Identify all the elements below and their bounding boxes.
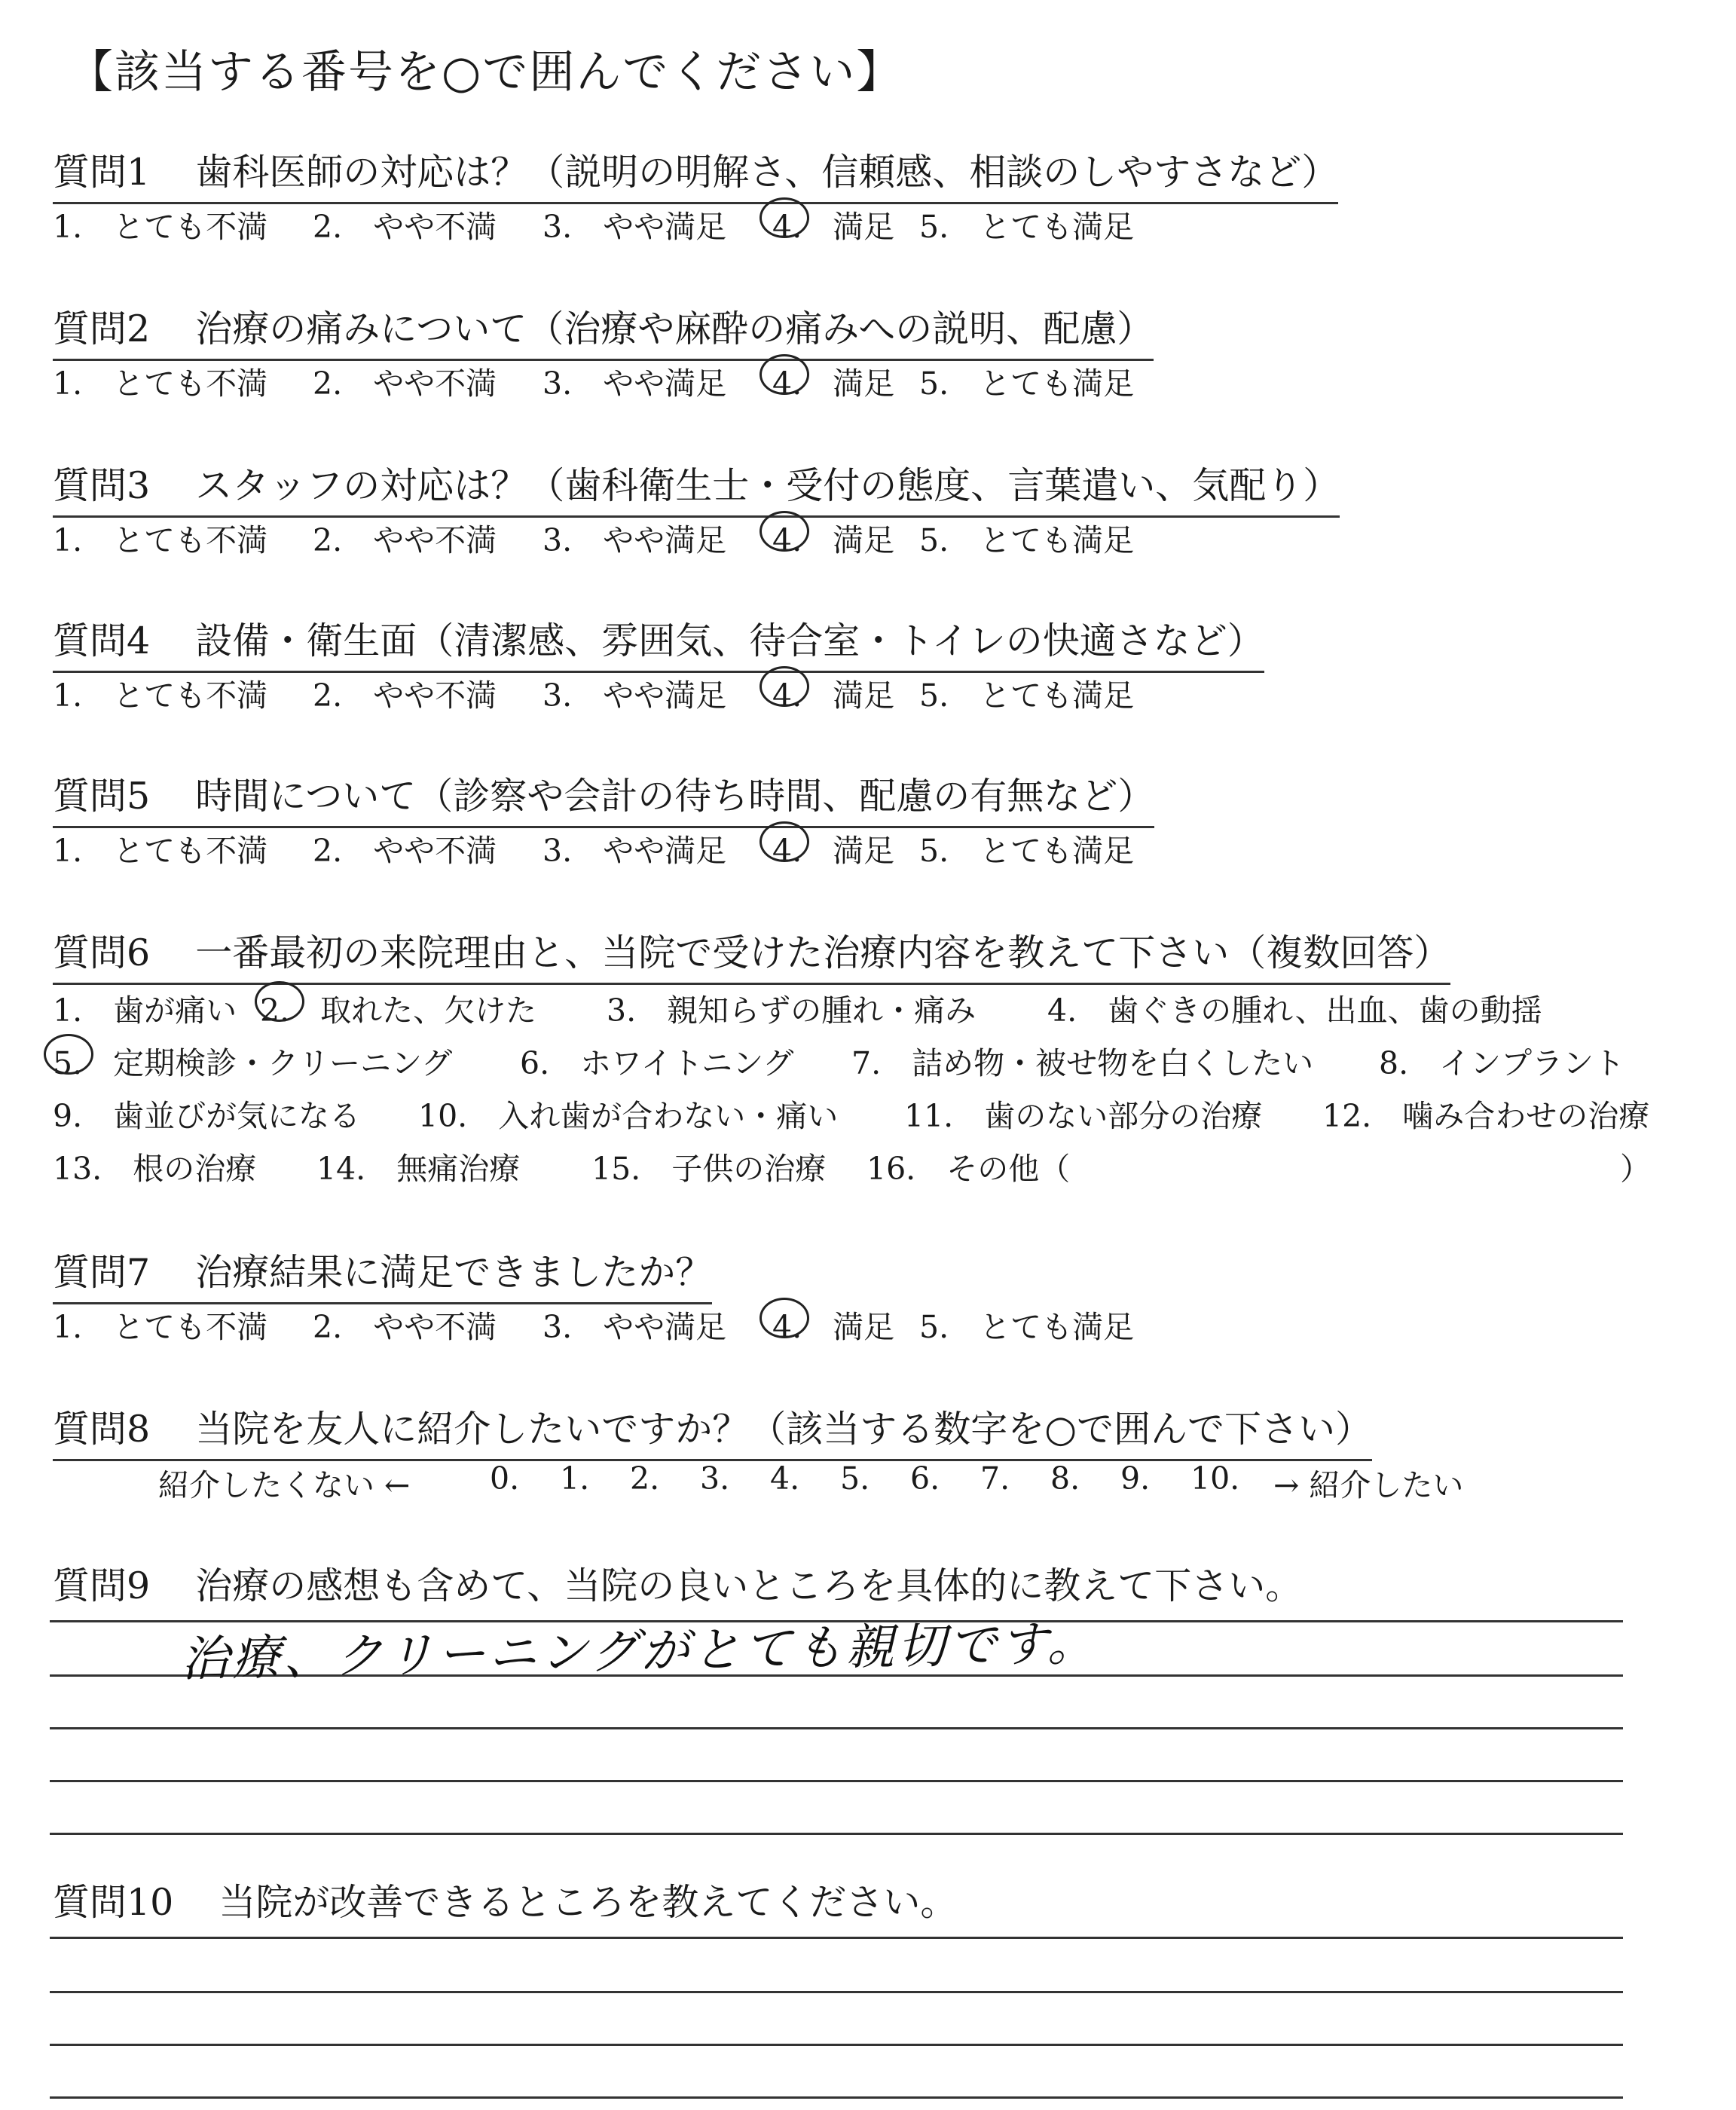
- option-1[interactable]: 1. 歯が痛い: [53, 992, 237, 1029]
- question-9-label: 質問9: [53, 1564, 151, 1607]
- question-5-text: 時間について（診察や会計の待ち時間、配慮の有無など）: [195, 775, 1155, 818]
- question-4-options: [53, 671, 1183, 714]
- question-6-text: 一番最初の来院理由と、当院で受けた治療内容を教えて下さい（複数回答）: [195, 931, 1451, 974]
- selection-circle: [760, 666, 809, 707]
- question-5-options: [53, 826, 1183, 869]
- question-1-options: [53, 202, 1183, 245]
- question-7-options: [53, 1302, 1183, 1345]
- option-5[interactable]: 5. 定期検診・クリーニング: [53, 1045, 453, 1081]
- question-7-heading: [53, 1243, 712, 1304]
- question-3-heading: [53, 457, 1340, 518]
- option-4[interactable]: 4. 歯ぐきの腫れ、出血、歯の動揺: [1047, 992, 1542, 1029]
- question-6-row-4: [53, 1144, 1651, 1187]
- option-12[interactable]: 12. 噛み合わせの治療: [1322, 1098, 1650, 1134]
- scale-8[interactable]: 8.: [1050, 1460, 1080, 1497]
- question-5-heading: [53, 767, 1154, 828]
- option-10[interactable]: 10. 入れ歯が合わない・痛い: [418, 1098, 839, 1134]
- option-13[interactable]: 13. 根の治療: [53, 1151, 257, 1187]
- option-2[interactable]: 2. やや不満: [313, 833, 497, 869]
- scale-4[interactable]: 4.: [770, 1460, 800, 1497]
- option-4[interactable]: 4. 満足: [772, 833, 895, 869]
- option-4[interactable]: 4. 満足: [772, 677, 895, 714]
- option-3[interactable]: 3. やや満足: [542, 209, 727, 245]
- question-1-text: 歯科医師の対応は？（説明の明解さ、信頼感、相談のしやすさなど）: [195, 151, 1339, 194]
- question-7-text: 治療結果に満足できましたか？: [195, 1251, 713, 1294]
- question-9-heading: [53, 1557, 1302, 1616]
- selection-circle: [255, 981, 304, 1022]
- scale-3[interactable]: 3.: [700, 1460, 730, 1497]
- option-2[interactable]: 2. やや不満: [313, 677, 497, 714]
- option-1[interactable]: 1. とても不満: [53, 1309, 268, 1345]
- question-2-label: 質問2: [53, 307, 151, 350]
- answer-line: [50, 2096, 1623, 2099]
- selection-circle: [760, 354, 809, 395]
- question-8-heading: [53, 1400, 1372, 1461]
- selection-circle: [760, 1298, 809, 1338]
- option-4[interactable]: 4. 満足: [772, 522, 895, 558]
- option-3[interactable]: 3. 親知らずの腫れ・痛み: [607, 992, 976, 1029]
- question-9-text: 治療の感想も含めて、当院の良いところを具体的に教えて下さい。: [195, 1564, 1303, 1607]
- question-6-heading: [53, 924, 1450, 985]
- question-2-options: [53, 359, 1183, 402]
- question-3-text: スタッフの対応は？（歯科衛生士・受付の態度、言葉遣い、気配り）: [195, 464, 1340, 507]
- question-6-label: 質問6: [53, 931, 151, 974]
- question-8-scale: [158, 1460, 1514, 1503]
- option-2[interactable]: 2. やや不満: [313, 522, 497, 558]
- scale-7[interactable]: 7.: [980, 1460, 1010, 1497]
- option-3[interactable]: 3. やや満足: [542, 365, 727, 402]
- scale-left-label: 紹介したくない ←: [158, 1467, 411, 1503]
- option-2[interactable]: 2. やや不満: [313, 209, 497, 245]
- option-4[interactable]: 4. 満足: [772, 1309, 895, 1345]
- handwritten-answer[interactable]: 治療、クリーニングがとても親切です。: [180, 1616, 1099, 1688]
- question-10-label: 質問10: [53, 1881, 174, 1924]
- answer-line: [50, 1991, 1623, 1993]
- form-title: 【該当する番号を○で囲んでください】: [68, 46, 903, 99]
- answer-line: [50, 2044, 1623, 2046]
- question-6-row-2: [53, 1038, 1650, 1081]
- option-5[interactable]: 5. とても満足: [919, 833, 1135, 869]
- option-2[interactable]: 2. やや不満: [313, 365, 497, 402]
- question-8-text: 当院を友人に紹介したいですか？（該当する数字を○で囲んで下さい）: [195, 1408, 1372, 1451]
- scale-1[interactable]: 1.: [560, 1460, 590, 1497]
- option-1[interactable]: 1. とても不満: [53, 677, 268, 714]
- option-5[interactable]: 5. とても満足: [919, 522, 1135, 558]
- option-16[interactable]: 16. その他（: [866, 1151, 1071, 1187]
- scale-2[interactable]: 2.: [630, 1460, 660, 1497]
- question-4-text: 設備・衛生面（清潔感、雰囲気、待合室・トイレの快適さなど）: [195, 619, 1264, 662]
- scale-5[interactable]: 5.: [840, 1460, 870, 1497]
- question-3-label: 質問3: [53, 464, 151, 507]
- option-3[interactable]: 3. やや満足: [542, 522, 727, 558]
- question-10-text: 当院が改善できるところを教えてください。: [219, 1881, 958, 1924]
- scale-9[interactable]: 9.: [1120, 1460, 1151, 1497]
- question-5-label: 質問5: [53, 775, 151, 818]
- scale-10[interactable]: 10.: [1190, 1460, 1240, 1497]
- question-4-heading: [53, 612, 1264, 673]
- option-5[interactable]: 5. とても満足: [919, 677, 1135, 714]
- option-8[interactable]: 8. インプラント: [1379, 1045, 1625, 1081]
- option-9[interactable]: 9. 歯並びが気になる: [53, 1098, 361, 1134]
- question-2-heading: [53, 300, 1154, 361]
- selection-circle: [760, 511, 809, 552]
- scale-6[interactable]: 6.: [910, 1460, 940, 1497]
- option-3[interactable]: 3. やや満足: [542, 1309, 727, 1345]
- question-1-label: 質問1: [53, 151, 151, 194]
- option-7[interactable]: 7. 詰め物・被せ物を白くしたい: [851, 1045, 1314, 1081]
- option-5[interactable]: 5. とても満足: [919, 209, 1135, 245]
- option-2[interactable]: 2. やや不満: [313, 1309, 497, 1345]
- option-11[interactable]: 11. 歯のない部分の治療: [904, 1098, 1263, 1134]
- question-4-label: 質問4: [53, 619, 151, 662]
- option-3[interactable]: 3. やや満足: [542, 833, 727, 869]
- option-1[interactable]: 1. とても不満: [53, 522, 268, 558]
- answer-line: [50, 1727, 1623, 1729]
- option-1[interactable]: 1. とても不満: [53, 365, 268, 402]
- answer-line: [50, 1833, 1623, 1835]
- question-1-heading: [53, 143, 1338, 204]
- scale-0[interactable]: 0.: [490, 1460, 520, 1497]
- option-4[interactable]: 4. 満足: [772, 365, 895, 402]
- option-3[interactable]: 3. やや満足: [542, 677, 727, 714]
- option-2[interactable]: 2. 取れた、欠けた: [260, 992, 537, 1029]
- selection-circle: [760, 197, 809, 238]
- option-5[interactable]: 5. とても満足: [919, 1309, 1135, 1345]
- selection-circle: [44, 1034, 93, 1075]
- option-1[interactable]: 1. とても不満: [53, 833, 268, 869]
- question-2-text: 治療の痛みについて（治療や麻酔の痛みへの説明、配慮）: [195, 307, 1154, 350]
- option-15[interactable]: 15. 子供の治療: [591, 1151, 827, 1187]
- option-14[interactable]: 14. 無痛治療: [316, 1151, 521, 1187]
- answer-line: [50, 1780, 1623, 1782]
- selection-circle: [760, 821, 809, 862]
- question-3-options: [53, 515, 1183, 558]
- question-6-row-1: [53, 986, 1650, 1029]
- option-6[interactable]: 6. ホワイトニング: [520, 1045, 794, 1081]
- option-1[interactable]: 1. とても不満: [53, 209, 268, 245]
- question-7-label: 質問7: [53, 1251, 151, 1294]
- option-4[interactable]: 4. 満足: [772, 209, 895, 245]
- scale-right-label: → 紹介したい: [1273, 1467, 1464, 1503]
- other-close-paren: ）: [1620, 1151, 1651, 1187]
- question-10-heading: [53, 1873, 957, 1932]
- option-5[interactable]: 5. とても満足: [919, 365, 1135, 402]
- question-6-row-3: [53, 1091, 1673, 1134]
- answer-line: [50, 1937, 1623, 1939]
- question-8-label: 質問8: [53, 1408, 151, 1451]
